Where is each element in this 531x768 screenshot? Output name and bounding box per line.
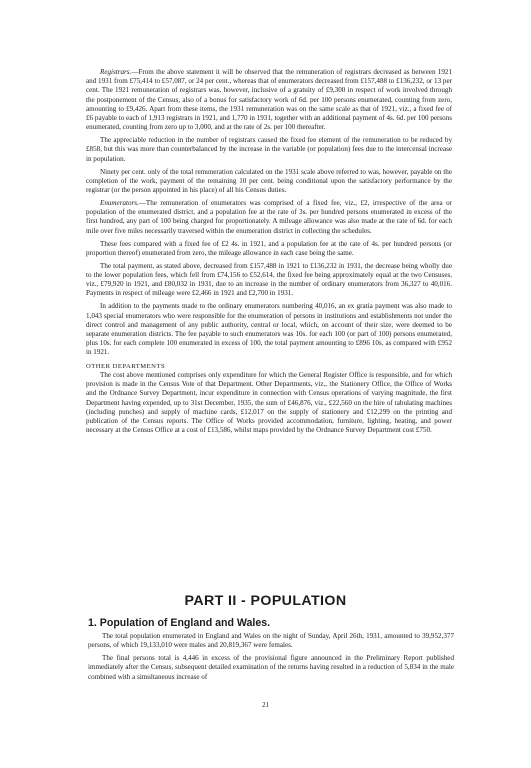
paragraph — [86, 240, 452, 258]
paragraph-text: The total population enumerated in England and Wales on the night of Sunday, April 26th, 1931, amounted to 39,952,377 persons, of which 19,133,010 were males and 20,819,367 were females. — [88, 632, 454, 650]
paragraph-text: Ninety per cent. only of the total remuneration calculated on the 1931 scale above referred to was, however, payable on the completion of the work, payment of the remaining 10 per cent. being conditional upon the satisfactory performance by the registrar (or the person appointed in his place) of all his Census duties. — [86, 167, 452, 195]
registrars-paragraph — [86, 68, 452, 132]
page-number: 21 — [262, 701, 269, 709]
enumerators-paragraph — [86, 199, 452, 236]
paragraph-text: The cost above mentioned comprises only expenditure for which the General Register Office is responsible, and for which provision is made in the Census Vote of that Department. Other Departments, viz., the Stationery Office, the Office of Works and the Ordnance Survey Department, incur expenditure in connection with Census operations of varying magnitude, the first Department having expended, up to 31st December, 1935, the sum of £46,876, viz., £22,560 on the hire of tabulating machines (including punches) and supply of machine cards, £12,017 on the supply of stationery and £12,299 on the printing and publication of the Census reports. The Office of Works provided accommodation, furniture, lighting, heating, and power necessary at the Census Office at a cost of £13,586, whilst maps provided by the Ordnance Survey Department cost £750. — [86, 371, 452, 435]
paragraph — [86, 168, 452, 196]
paragraph-lead: Registrars. — [100, 68, 132, 76]
paragraph-text: —From the above statement it will be observed that the remuneration of registrars decreased as between 1921 and 1931 from £75,414 to £57,087, or 24 per cent., whereas that of enumerators decreased from £157,488 to £136,232, or 13 per cent. The 1921 remuneration of registrars was, however, inclusive of a gratuity of £9,300 in respect of work involved through the postponement of the Census, also of a bonus for satisfactory work of 6d. per 100 persons enumerated, counting from zero, amounting to £9,426. Apart from these items, the 1931 remuneration was on the same scale as that of 1921, viz., a fixed fee of £6 payable to each of 1,913 registrars in 1921, and 1,770 in 1931, together with an additional payment of 4s. 6d. per 100 persons enumerated, counting from zero up to 3,000, and at the rate of 2s. per 100 thereafter. — [86, 68, 452, 132]
section-heading: 1. Population of England and Wales. — [88, 617, 271, 629]
paragraph-text: The total payment, as stated above, decreased from £157,488 in 1921 to £136,232 in 1931, the decrease being wholly due to the lower population fees, which fell from £74,156 to £52,614, the fixed fee being approximately equal at the two Censuses, viz., £79,920 in 1921, and £80,032 in 1931, due to an increase in the number of ordinary enumerators from 36,327 to 40,016. Payments in respect of mileage were £2,466 in 1921 and £2,700 in 1931. — [86, 261, 452, 298]
paragraph-text: The appreciable reduction in the number of registrars caused the fixed fee element of the remuneration to be reduced by £858, but this was more than counterbalanced by the increase in the variable (or population) fees due to the intercensal increase in population. — [86, 136, 452, 163]
population-section — [88, 632, 454, 686]
paragraph — [86, 302, 452, 357]
paragraph — [88, 632, 454, 650]
other-departments-heading: OTHER DEPARTMENTS — [86, 362, 166, 370]
paragraph-lead: Enumerators. — [100, 199, 139, 208]
paragraph — [86, 136, 452, 164]
paragraph-text: The final persons total is 4,446 in excess of the provisional figure announced in the Preliminary Report published immediately after the Census, subsequent detailed examination of the returns having resulted in a reduction of 5,834 in the male combined with a simultaneous increase of — [88, 654, 454, 681]
part-title: PART II - POPULATION — [184, 593, 347, 609]
paragraph-text: In addition to the payments made to the ordinary enumerators numbering 40,016, an ex gratia payment was also made to 1,043 special enumerators who were responsible for the enumeration of persons in institutions and establishments not under the direct control and management of any public authority, central or local, which, on account of their size, were deemed to be separate enumeration districts. The fee payable to such enumerators was 10s. for each 100 (or part of 100) persons enumerated, plus 10s. for each complete 100 enumerated in excess of 100, the total payment amounting to £896 10s. as compared with £952 in 1921. — [86, 302, 452, 357]
other-departments-paragraph — [86, 371, 452, 435]
paragraph — [88, 654, 454, 682]
paragraph-text: —The remuneration of enumerators was comprised of a fixed fee, viz., £2, irrespective of the area or population of the enumerated district, and a population fee at the rate of 3s. per hundred persons enumerated in excess of the first hundred, any part of 100 being charged for proportionately. A mileage allowance was also made at the rate of 6d. for each mile over five miles necessarily traversed within the enumeration district in collecting the schedules. — [86, 199, 452, 235]
cost-section — [86, 68, 452, 439]
paragraph-text: These fees compared with a fixed fee of £2 4s. in 1921, and a population fee at the rate of 4s. per hundred persons (or proportion thereof) enumerated from zero, the mileage allowance in each case being the same. — [86, 239, 452, 257]
paragraph — [86, 262, 452, 299]
